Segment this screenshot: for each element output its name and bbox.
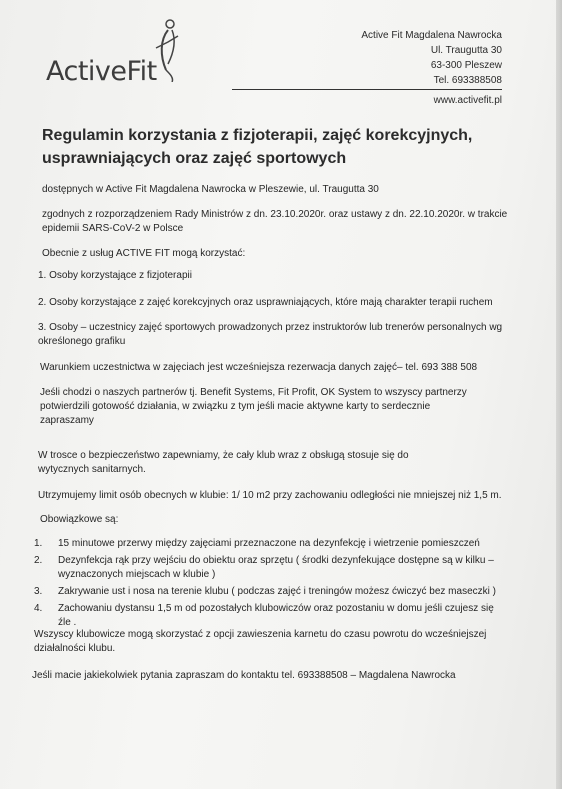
- document-title: Regulamin korzystania z fizjoterapii, zajęć korekcyjnych, usprawniających oraz zajęć sportowych: [42, 127, 473, 167]
- safety-note: W trosce o bezpieczeństwo zapewniamy, że cały klub wraz z obsługą stosuje się do wytycznych sanitarnych.: [38, 450, 409, 475]
- partners-note: Jeśli chodzi o naszych partnerów tj. Benefit Systems, Fit Profit, OK System to wszyscy partnerzy potwierdzili gotowość działania, w związku z tym jeśli macie aktywne karty to serdecznie zapraszamy: [40, 387, 467, 426]
- phone-number: Tel. 693388508: [433, 75, 502, 86]
- street-address: Ul. Traugutta 30: [430, 45, 502, 56]
- page-edge: [556, 0, 562, 789]
- activefit-logo: [46, 16, 196, 90]
- list-item: 3. Zakrywanie ust i nosa na terenie klubu ( podczas zajęć i treningów możesz ćwiczyć bez maseczki ): [34, 586, 496, 597]
- website-url: www.activefit.pl: [433, 95, 502, 106]
- list-item: 4. Zachowaniu dystansu 1,5 m od pozostałych klubowiczów oraz pozostaniu w domu jeśli czujesz się źle .: [34, 603, 494, 628]
- limit-note: Utrzymujemy limit osób obecnych w klubie: 1/ 10 m2 przy zachowaniu odległości nie mniejszej niż 1,5 m.: [38, 490, 502, 501]
- list-item: 1. 15 minutowe przerwy między zajęciami przeznaczone na dezynfekcję i wietrzenie pomieszczeń: [34, 538, 480, 549]
- mandatory-heading: Obowiązkowe są:: [40, 514, 119, 525]
- contact-note: Jeśli macie jakiekolwiek pytania zapraszam do kontaktu tel. 693388508 – Magdalena Nawrocka: [32, 670, 456, 681]
- group-item: 2. Osoby korzystające z zajęć korekcyjnych oraz usprawniających, które mają charakter terapii ruchem: [38, 297, 493, 308]
- mandatory-list: [34, 537, 504, 630]
- company-name: Active Fit Magdalena Nawrocka: [361, 30, 502, 41]
- list-item: 2. Dezynfekcja rąk przy wejściu do obiektu oraz sprzętu ( środki dezynfekujące dostępne są w kilku – wyznaczonych miejscach w klubie ): [34, 555, 494, 580]
- who-can-use: Obecnie z usług ACTIVE FIT mogą korzystać:: [42, 248, 246, 259]
- group-item: 3. Osoby – uczestnicy zajęć sportowych prowadzonych przez instruktorów lub trenerów personalnych wg określonego grafiku: [38, 322, 503, 347]
- group-item: 1. Osoby korzystające z fizjoterapii: [38, 270, 192, 281]
- reservation-note: Warunkiem uczestnictwa w zajęciach jest wcześniejsza rezerwacja danych zajęć– tel. 693 388 508: [40, 362, 478, 373]
- header-divider: [232, 89, 502, 90]
- postal-city: 63-300 Pleszew: [430, 60, 502, 71]
- suspension-note: Wszyscy klubowicze mogą skorzystać z opcji zawieszenia karnetu do czasu powrotu do wcześniejszej działalności klubu.: [34, 629, 487, 654]
- intro-compliance: zgodnych z rozporządzeniem Rady Ministrów z dn. 23.10.2020r. oraz ustawy z dn. 22.10.2020r. w trakcie epidemii SARS-CoV-2 w Polsce: [42, 209, 508, 234]
- intro-available: dostępnych w Active Fit Magdalena Nawrocka w Pleszewie, ul. Traugutta 30: [42, 184, 379, 195]
- company-address: [361, 28, 502, 88]
- logo-wordmark: ActiveFit: [46, 56, 157, 87]
